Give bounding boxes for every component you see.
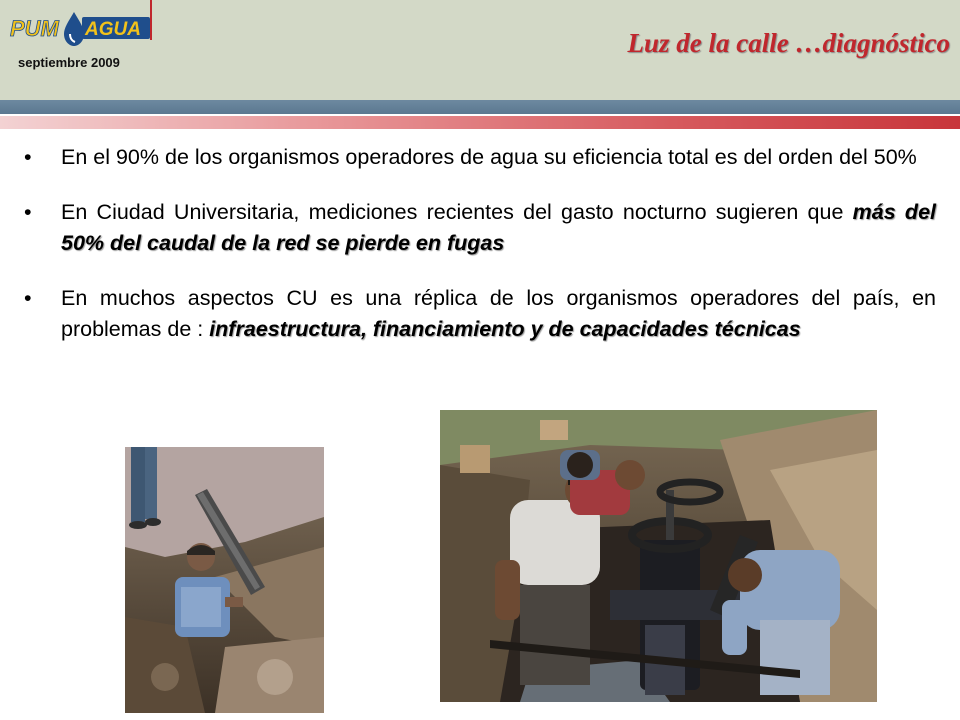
logo-text-agua: AGUA bbox=[85, 19, 141, 40]
slide-title: Luz de la calle …diagnóstico bbox=[627, 28, 950, 58]
bullet-emphasis: infraestructura, financiamiento y de capacidades técnicas bbox=[209, 317, 801, 341]
photo-worker-in-trench bbox=[125, 447, 324, 713]
pumagua-logo bbox=[8, 4, 158, 52]
photo-worker-in-trench-image bbox=[125, 447, 324, 713]
bullet-text: En muchos aspectos CU es una réplica de los organismos operadores del país, en problemas de : bbox=[61, 286, 936, 341]
photo-workers-repairing-valves bbox=[440, 410, 877, 702]
slide-header bbox=[0, 0, 960, 100]
date-label: septiembre 2009 bbox=[18, 55, 120, 70]
photo-workers-repairing-valves-image bbox=[440, 410, 877, 702]
header-band-blue bbox=[0, 100, 960, 114]
logo-text-pum: PUM bbox=[10, 16, 59, 41]
logo-divider bbox=[150, 0, 152, 40]
pumagua-logo-graphic bbox=[8, 4, 158, 52]
bullet-text: En Ciudad Universitaria, mediciones recientes del gasto nocturno sugieren que bbox=[61, 200, 853, 224]
bullet-list bbox=[20, 142, 936, 369]
header-band-red bbox=[0, 116, 960, 129]
bullet-emphasis: más del 50% del caudal de la red se pierde en fugas bbox=[61, 200, 936, 255]
bullet-item bbox=[20, 142, 936, 173]
bullet-text: En el 90% de los organismos operadores de agua su eficiencia total es del orden del 50% bbox=[61, 145, 917, 169]
bullet-item bbox=[20, 197, 936, 259]
bullet-item bbox=[20, 283, 936, 345]
